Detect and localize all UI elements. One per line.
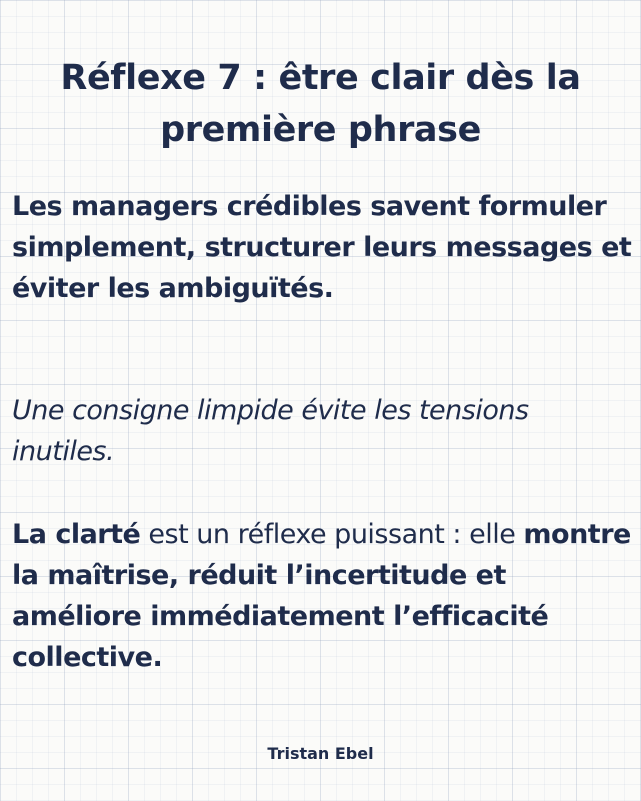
conclusion-highlight: La clarté bbox=[12, 519, 141, 550]
lead-paragraph: Les managers crédibles savent formuler simplement, structurer leurs messages et éviter les ambiguïtés. bbox=[12, 191, 632, 304]
conclusion-middle: est un réflexe puissant : elle bbox=[140, 519, 524, 550]
conclusion-emphasis: montre la maîtrise, réduit l’incertitude et améliore immédiatement l’efficacité collective. bbox=[12, 519, 631, 673]
page-title: Réflexe 7 : être clair dès la première phrase bbox=[60, 58, 581, 150]
conclusion-paragraph bbox=[12, 514, 636, 678]
author-name: Tristan Ebel bbox=[267, 744, 374, 763]
quote-paragraph: Une consigne limpide évite les tensions inutiles. bbox=[12, 395, 529, 467]
